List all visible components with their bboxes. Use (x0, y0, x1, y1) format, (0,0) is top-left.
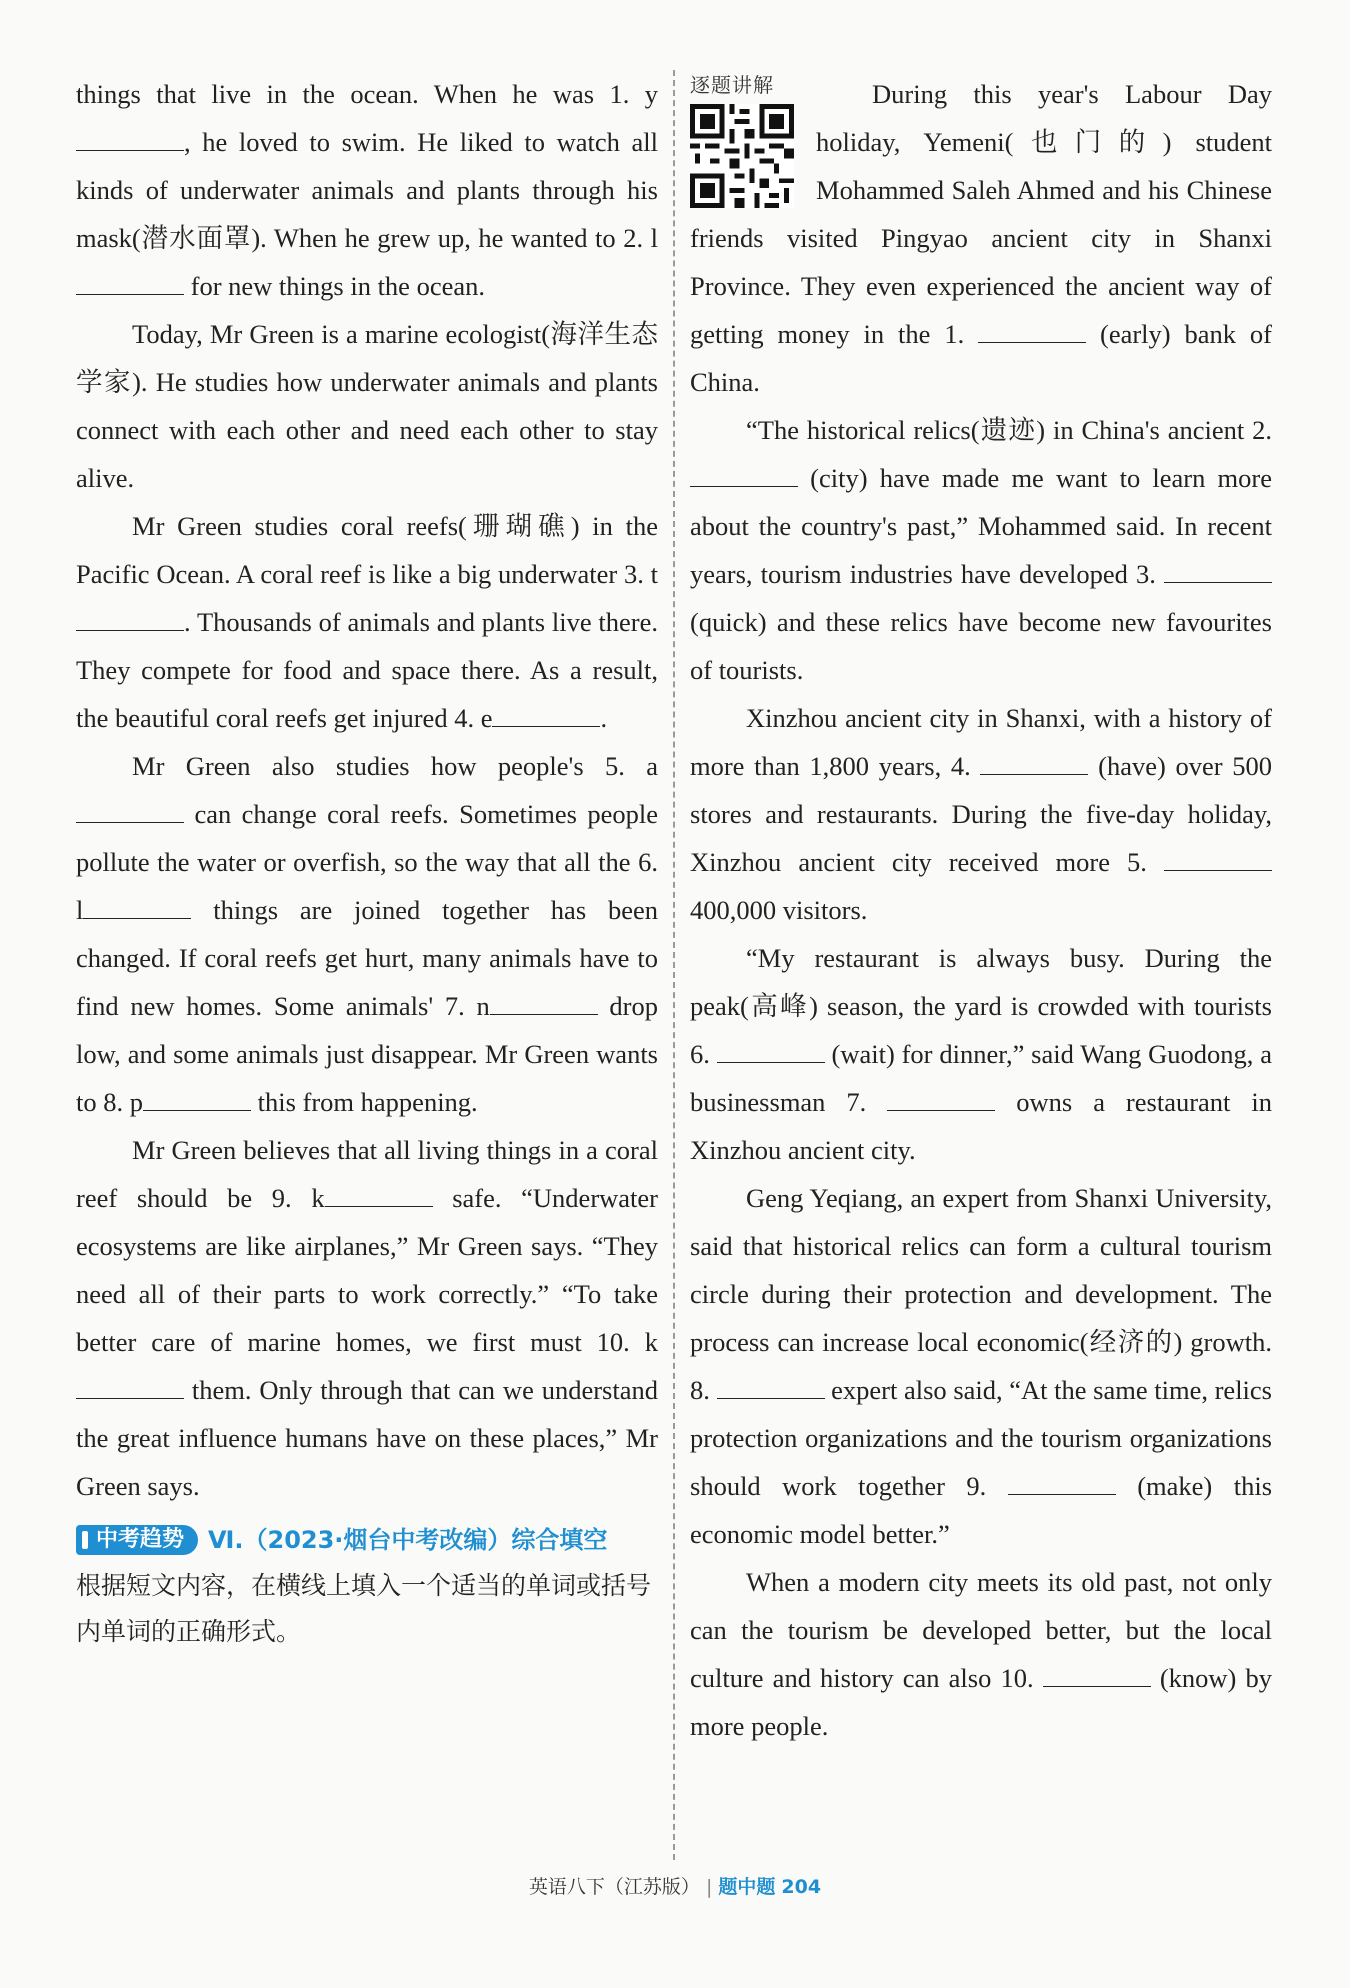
footer-book-title: 英语八下（江苏版） (528, 1876, 700, 1898)
section-heading (76, 1514, 658, 1563)
section-instruction: 根据短文内容，在横线上填入一个适当的单词或括号内单词的正确形式。 (76, 1570, 652, 1646)
right-paragraph-2: “The historical relics(遗迹) in China's ancient 2. (city) have made me want to learn more about the country's past,” Mohammed said. In recent years, tourism industries have developed 3. (quick) and these relics have become new favourites of tourists. (690, 415, 1272, 685)
left-column (76, 70, 658, 1655)
answer-blank-5[interactable] (76, 794, 184, 823)
left-paragraph-1: things that live in the ocean. When he was 1. y, he loved to swim. He liked to watch all kinds of underwater animals and plants through his mask(潜水面罩). When he grew up, he wanted to 2. l for new things in the ocean. (76, 79, 658, 301)
footer-separator: | (705, 1876, 713, 1898)
qr-code-icon[interactable] (690, 104, 794, 208)
answer-blank-6[interactable] (83, 890, 191, 919)
trend-tag: 中考趋势 (76, 1525, 198, 1555)
answer-blank-r8[interactable] (717, 1370, 825, 1399)
answer-blank-r10[interactable] (1043, 1658, 1151, 1687)
page-number: 204 (781, 1876, 822, 1898)
right-paragraph-1: During this year's Labour Day holiday, Yemeni(也门的) student Mohammed Saleh Ahmed and his Chinese friends visited Pingyao ancient city in Shanxi Province. They even experienced the ancient way of getting money in the 1. (early) bank of China. (690, 79, 1272, 397)
answer-blank-4[interactable] (492, 698, 600, 727)
answer-blank-r1[interactable] (978, 314, 1086, 343)
qr-block[interactable] (690, 72, 802, 212)
answer-blank-3[interactable] (76, 602, 184, 631)
right-paragraph-6: When a modern city meets its old past, not only can the tourism be developed better, but the local culture and history can also 10. (know) by more people. (690, 1567, 1272, 1741)
answer-blank-9[interactable] (325, 1178, 433, 1207)
qr-label: 逐题讲解 (690, 73, 774, 97)
left-paragraph-4: Mr Green also studies how people's 5. a can change coral reefs. Sometimes people pollute the water or overfish, so the way that all the 6. l things are joined together has been changed. If coral reefs get hurt, many animals have to find new homes. Some animals' 7. n drop low, and some animals just disappear. Mr Green wants to 8. p this from happening. (76, 751, 659, 1117)
left-paragraph-2: Today, Mr Green is a marine ecologist(海洋生态学家). He studies how underwater animals and plants connect with each other and need each other to stay alive. (76, 319, 658, 493)
answer-blank-r5[interactable] (1164, 842, 1272, 871)
answer-blank-2[interactable] (76, 266, 184, 295)
answer-blank-r6[interactable] (717, 1034, 825, 1063)
section-title: Ⅵ.（2023·烟台中考改编）综合填空 (208, 1525, 608, 1554)
left-paragraph-5: Mr Green believes that all living things in a coral reef should be 9. k safe. “Underwater ecosystems are like airplanes,” Mr Green says. “They need all of their parts to work correctly.” “To take better care of marine homes, we first must 10. k them. Only through that can we understand the great influence humans have on these places,” Mr Green says. (76, 1135, 658, 1501)
left-paragraph-3: Mr Green studies coral reefs(珊瑚礁) in the Pacific Ocean. A coral reef is like a big underwater 3. t. Thousands of animals and plants live there. They compete for food and space there. As a result, the beautiful coral reefs get injured 4. e . (76, 511, 658, 733)
right-paragraph-5: Geng Yeqiang, an expert from Shanxi University, said that historical relics can form a cultural tourism circle during their protection and development. The process can increase local economic(经济的) growth. 8. expert also said, “At the same time, relics protection organizations and the tourism organizations should work together 9. (make) this economic model better.” (690, 1183, 1273, 1549)
answer-blank-7[interactable] (490, 986, 598, 1015)
page-footer (0, 1872, 1350, 1899)
answer-blank-r2[interactable] (690, 458, 798, 487)
column-divider (673, 70, 675, 1860)
right-paragraph-3: Xinzhou ancient city in Shanxi, with a history of more than 1,800 years, 4. (have) over 500 stores and restaurants. During the five-day holiday, Xinzhou ancient city received more 5. 400,000 visitors. (690, 703, 1272, 925)
answer-blank-8[interactable] (143, 1082, 251, 1111)
answer-blank-1[interactable] (76, 122, 184, 151)
answer-blank-r9[interactable] (1008, 1466, 1116, 1495)
answer-blank-r3[interactable] (1164, 554, 1272, 583)
footer-brand: 题中题 (718, 1876, 776, 1898)
answer-blank-r7[interactable] (887, 1082, 995, 1111)
answer-blank-10[interactable] (76, 1370, 184, 1399)
answer-blank-r4[interactable] (980, 746, 1088, 775)
right-column (690, 70, 1272, 1750)
right-paragraph-4: “My restaurant is always busy. During the peak(高峰) season, the yard is crowded with tourists 6. (wait) for dinner,” said Wang Guodong, a businessman 7. owns a restaurant in Xinzhou ancient city. (690, 943, 1273, 1165)
